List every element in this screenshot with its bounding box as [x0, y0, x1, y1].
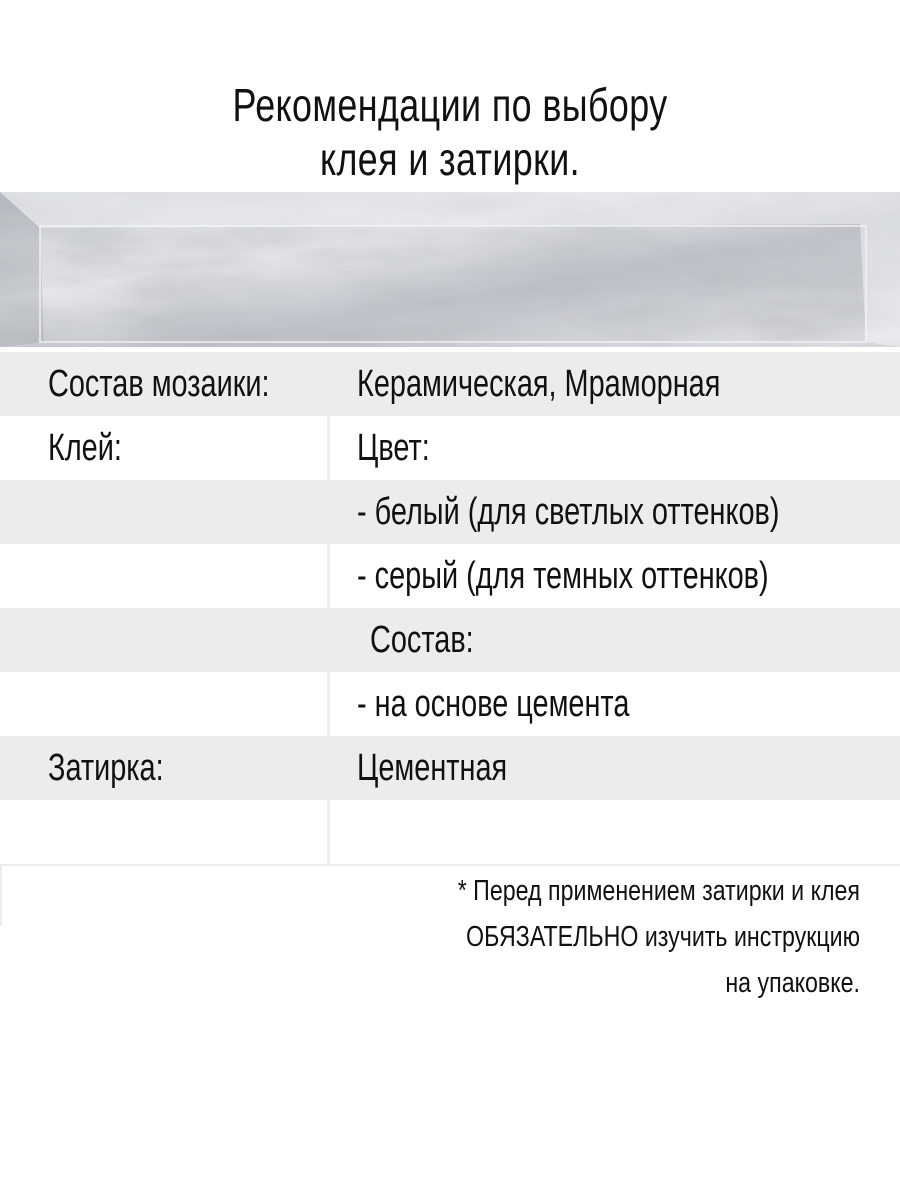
table-row: [0, 416, 900, 480]
footnote-line-1: * Перед применением затирки и клея: [457, 875, 860, 907]
table-row: [0, 736, 900, 800]
table-row: [0, 480, 900, 544]
row-value: Цементная: [357, 747, 508, 789]
table-row: [0, 352, 900, 416]
row-label: Клей:: [48, 427, 122, 469]
table-row: [0, 672, 900, 736]
row-label: Затирка:: [48, 747, 164, 789]
table-row: [0, 608, 900, 672]
row-value: Цвет:: [357, 427, 430, 469]
column-divider: [327, 352, 330, 864]
footnote-line-2: ОБЯЗАТЕЛЬНО изучить инструкцию: [466, 921, 860, 953]
row-value: - на основе цемента: [357, 683, 630, 725]
table-row: [0, 800, 900, 866]
title-line-2: клея и затирки.: [319, 133, 581, 185]
table-edge: [0, 866, 2, 926]
title-line-1: Рекомендации по выбору: [232, 79, 668, 131]
row-value: - серый (для темных оттенков): [357, 555, 769, 597]
row-label: Состав мозаики:: [48, 363, 270, 405]
page-title: [99, 78, 801, 186]
row-value: Керамическая, Мраморная: [357, 363, 721, 405]
table-row: [0, 544, 900, 608]
footnote-line-3: на упаковке.: [725, 967, 860, 999]
footnote: [428, 868, 860, 1006]
marble-tile-image: [0, 192, 900, 347]
row-value: - белый (для светлых оттенков): [357, 491, 780, 533]
row-value: Состав:: [370, 619, 474, 661]
recommendation-table: [0, 352, 900, 866]
